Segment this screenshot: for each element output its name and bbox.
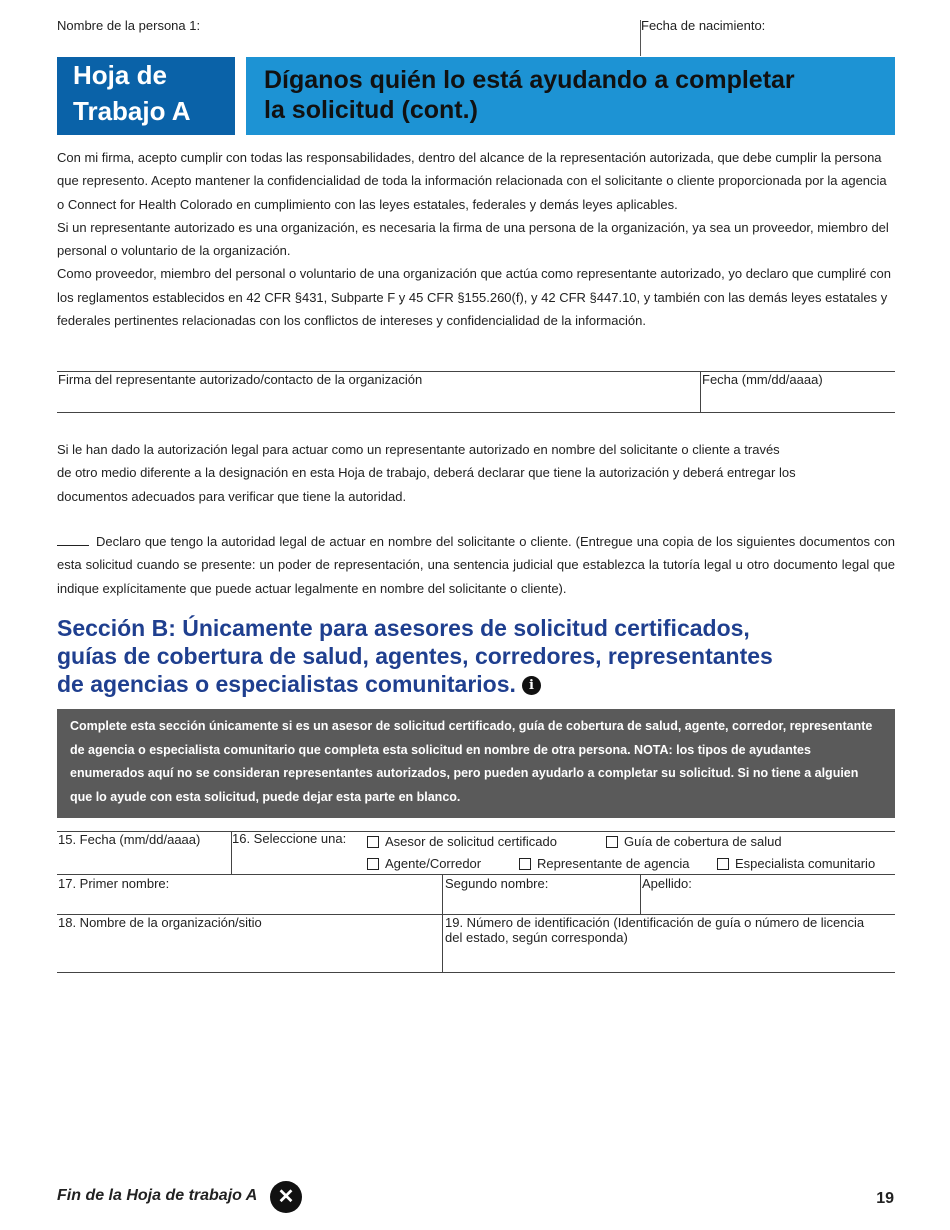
checkbox[interactable] xyxy=(367,836,379,848)
footer-text: Fin de la Hoja de trabajo A xyxy=(57,1187,258,1204)
checkbox[interactable] xyxy=(606,836,618,848)
page-title-line1: Díganos quién lo está ayudando a completar xyxy=(264,66,795,94)
checkbox[interactable] xyxy=(367,858,379,870)
form-divider-17 xyxy=(442,874,443,972)
q15-label: 15. Fecha (mm/dd/aaaa) xyxy=(58,832,201,847)
worksheet-tag-line2: Trabajo A xyxy=(73,96,191,126)
section-b-title xyxy=(57,614,897,698)
middle-name-field[interactable] xyxy=(445,893,638,913)
q16-label: 16. Seleccione una: xyxy=(232,831,347,846)
legal-authority-line3: documentos adecuados para verificar que tiene la autoridad. xyxy=(57,488,407,504)
info-icon[interactable]: i xyxy=(522,676,541,695)
option-agent-broker[interactable] xyxy=(367,856,481,871)
option-label: Representante de agencia xyxy=(537,856,690,871)
form-rule-2 xyxy=(57,874,895,875)
section-b-title-line1: Sección B: Únicamente para asesores de solicitud certificados, xyxy=(57,615,750,641)
declaration-paragraph xyxy=(57,530,895,600)
legal-authority-line2: de otro medio diferente a la designación en esta Hoja de trabajo, deberá declarar que tiene la autorización y deberá entregar los xyxy=(57,465,796,481)
signature-bottom-rule xyxy=(57,412,895,413)
checkbox[interactable] xyxy=(717,858,729,870)
paragraph-2: Si un representante autorizado es una organización, es necesaria la firma de una persona de la organización, ya sea un proveedor, miembro del personal o voluntario de la organización. xyxy=(57,219,889,259)
last-name-field[interactable] xyxy=(642,893,894,913)
paragraph-3: Como proveedor, miembro del personal o voluntario de una organización que actúa como representante autorizado, yo declaro que cumpliré con los reglamentos establecidos en 42 CFR §431, Subparte F y 45 CFR §155.260(f), y 42 CFR §447.10, y también con las demás leyes estatales y federales pertinentes relacionadas con los conflictos de intereses y confidencialidad de la información. xyxy=(57,266,891,329)
form-rule-4 xyxy=(57,972,895,973)
q17-label: 17. Primer nombre: xyxy=(58,876,170,891)
legal-authority-line1: Si le han dado la autorización legal para actuar como un representante autorizado en nombre del solicitante o cliente a través xyxy=(57,442,780,457)
option-agency-representative[interactable] xyxy=(519,856,690,871)
section-b-title-line3: de agencias o especialistas comunitarios. xyxy=(57,671,516,697)
organization-field[interactable] xyxy=(58,935,440,971)
signature-date-label: Fecha (mm/dd/aaaa) xyxy=(702,372,823,387)
signature-date-field[interactable] xyxy=(702,388,894,412)
option-label: Asesor de solicitud certificado xyxy=(385,834,557,849)
declaration-initials-blank[interactable] xyxy=(57,533,89,546)
checkbox[interactable] xyxy=(519,858,531,870)
section-b-instructions: Complete esta sección únicamente si es un asesor de solicitud certificado, guía de cobertura de salud, agente, corredor, representante de agencia o especialista comunitario que completa esta solicitud en nombre de otra persona. NOTA: los tipos de ayudantes enumerados aquí no se consideran representantes autorizados, pero pueden ayudarlo a completar su solicitud. Si no tiene a alguien que lo ayude con esta solicitud, puede dejar esta parte en blanco. xyxy=(57,709,895,818)
signature-divider xyxy=(700,371,701,413)
person-name-label: Nombre de la persona 1: xyxy=(57,18,201,33)
page-number: 19 xyxy=(876,1190,894,1207)
paragraph-1: Con mi firma, acepto cumplir con todas las responsabilidades, dentro del alcance de la representación autorizada, que debe cumplir la persona que represento. Acepto mantener la confidencialidad de toda la información relacionada con el solicitante o cliente proporcionada por la agencia o Connect for Health Colorado en cumplimiento con las leyes estatales, federales y demás leyes aplicables. xyxy=(57,150,887,212)
section-b-title-line2: guías de cobertura de salud, agentes, corredores, representantes xyxy=(57,643,773,669)
page-title-line2: la solicitud (cont.) xyxy=(264,96,478,124)
form-divider-middle xyxy=(640,874,641,914)
worksheet-tag xyxy=(57,57,235,135)
dob-label: Fecha de nacimiento: xyxy=(641,18,766,33)
option-health-coverage-guide[interactable] xyxy=(606,834,782,849)
id-number-field[interactable] xyxy=(445,948,894,971)
signature-label: Firma del representante autorizado/contacto de la organización xyxy=(58,372,423,387)
declaration-text: Declaro que tengo la autoridad legal de actuar en nombre del solicitante o cliente. (Entregue una copia de los siguientes documentos con esta solicitud cuando se presente: un poder de representación, una sentencia judicial que establezca la tutoría legal u otro documento legal que indique explícitamente que puede actuar legalmente en nombre del solicitante o cliente). xyxy=(57,534,895,596)
option-label: Guía de cobertura de salud xyxy=(624,834,782,849)
page-title-banner xyxy=(246,57,895,135)
legal-authority-paragraph xyxy=(57,438,895,508)
q18-label: 18. Nombre de la organización/sitio xyxy=(58,915,262,930)
option-community-specialist[interactable] xyxy=(717,856,875,871)
option-label: Agente/Corredor xyxy=(385,856,482,871)
option-certified-assister[interactable] xyxy=(367,834,557,849)
signature-field[interactable] xyxy=(58,388,698,412)
worksheet-tag-line1: Hoja de xyxy=(73,60,167,90)
responsibility-paragraph-block xyxy=(57,146,895,332)
first-name-field[interactable] xyxy=(58,893,440,913)
last-name-label: Apellido: xyxy=(642,876,692,891)
option-label: Especialista comunitario xyxy=(735,856,876,871)
q15-date-field[interactable] xyxy=(58,850,228,872)
close-icon: ✕ xyxy=(270,1181,302,1213)
middle-name-label: Segundo nombre: xyxy=(445,876,549,891)
q19-label: 19. Número de identificación (Identificación de guía o número de licencia del estado, según corresponda) xyxy=(445,915,865,945)
